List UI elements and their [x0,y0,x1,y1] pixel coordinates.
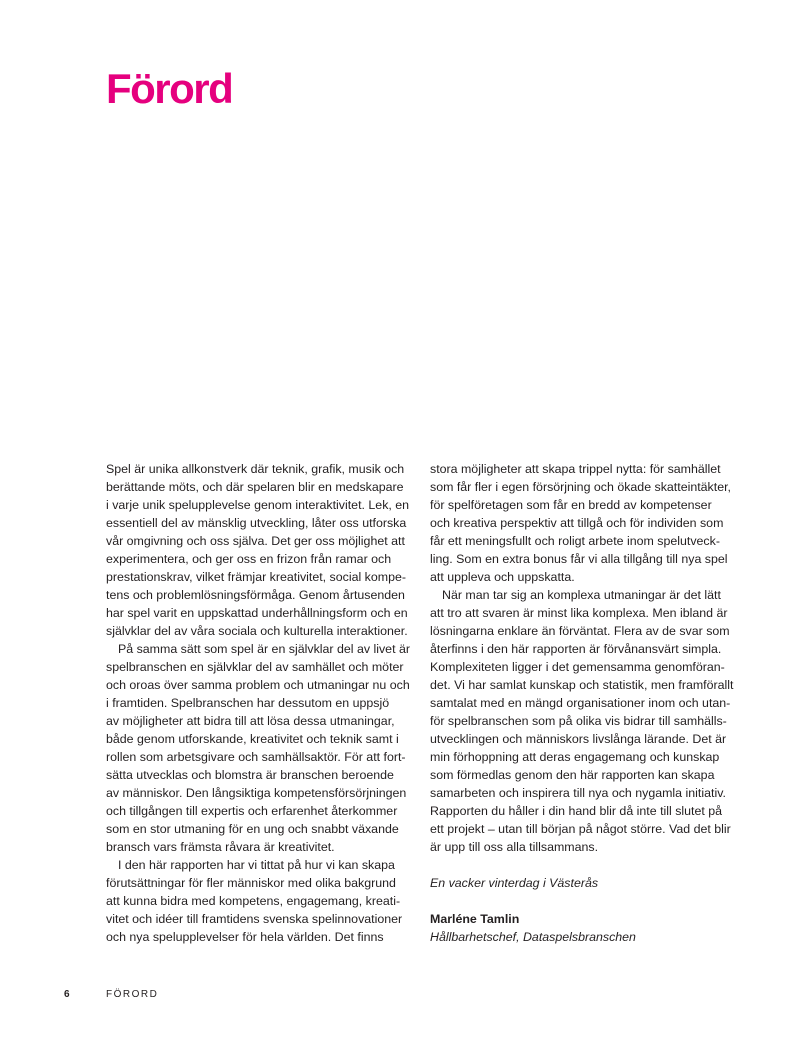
text-line: På samma sätt som spel är en självklar del av livet är [118,642,410,656]
text-line: experimentera, och ger oss en frizon från ramar och [106,552,392,566]
text-line: min förhoppning att deras engagemang och kunskap [430,750,720,764]
text-line: får ett meningsfullt och roligt arbete inom spelutveck- [430,534,720,548]
text-line: är upp till oss alla tillsammans. [430,840,599,854]
text-line: återfinns i den här rapporten är förvånansvärt simpla. [430,642,722,656]
text-line: att kunna bidra med kompetens, engagemang, kreati- [106,894,401,908]
text-line: sätta utvecklas och blomstra är branschen beroende [106,768,394,782]
text-line: som får fler i egen försörjning och ökade skatteintäkter, [430,480,731,494]
text-line: som en stor utmaning för en ung och snabbt växande [106,822,399,836]
text-line: det. Vi har samlat kunskap och statistik, men framförallt [430,678,734,692]
text-line: för spelföretagen som får en bredd av kompetenser [430,498,712,512]
text-line: Spel är unika allkonstverk där teknik, grafik, musik och [106,462,405,476]
text-line: Komplexiteten ligger i det gemensamma genomföran- [430,660,725,674]
signoff-place-date: En vacker vinterdag i Västerås [430,876,599,890]
signoff-name: Marléne Tamlin [430,912,520,926]
text-line: som förmedlas genom den här rapporten kan skapa [430,768,715,782]
text-line: I den här rapporten har vi tittat på hur vi kan skapa [118,858,395,872]
text-line: förutsättningar för fler människor med olika bakgrund [106,876,396,890]
text-line: bransch vars främsta råvara är kreativitet. [106,840,335,854]
text-line: ett projekt – utan till början på något större. Vad det blir [430,822,731,836]
text-line: lösningarna enklare än förväntat. Flera av de svar som [430,624,730,638]
text-line: Rapporten du håller i din hand blir då inte till slutet på [430,804,723,818]
text-line: stora möjligheter att skapa trippel nytta: för samhället [430,462,721,476]
page-title: Förord [106,65,233,112]
text-line: och nya spelupplevelser för hela världen. Det finns [106,930,384,944]
text-line: att uppleva och uppskatta. [430,570,575,584]
text-line: samarbeten och inspirera till nya och nygamla initiativ. [430,786,726,800]
body-column-left [106,460,410,946]
text-line: spelbranschen en självklar del av samhället och möter [106,660,404,674]
text-line: har spel varit en uppskattad underhållningsform och en [106,606,408,620]
text-line: vitet och idéer till framtidens svenska spelinnovationer [106,912,403,926]
text-line: för spelbranschen som på olika vis bidrar till samhälls- [430,714,727,728]
text-line: prestationskrav, vilket främjar kreativitet, social kompe- [106,570,406,584]
body-column-right [430,460,744,946]
text-line: vår omgivning och oss själva. Det ger oss möjlighet att [106,534,405,548]
text-line: tens och problemlösningsförmåga. Genom årtusenden [106,588,405,602]
text-line: utvecklingen och människors livslånga lärande. Det är [430,732,727,746]
page-footer [0,989,800,1005]
text-line: ling. Som en extra bonus får vi alla tillgång till nya spel [430,552,728,566]
text-line: både genom utforskande, kreativitet och teknik samt i [106,732,399,746]
text-line: När man tar sig an komplexa utmaningar är det lätt [442,588,721,602]
text-line: och tillgången till expertis och erfarenhet återkommer [106,804,398,818]
text-line: berättande möts, och där spelaren blir en medskapare [106,480,404,494]
text-line: av människor. Den långsiktiga kompetensförsörjningen [106,786,407,800]
text-line: och kreativa perspektiv att tillgå och för individen som [430,516,724,530]
text-line: att tro att svaren är minst lika komplexa. Men ibland är [430,606,728,620]
text-line: samtalat med en mängd organisationer inom och utan- [430,696,731,710]
right-column-paragraphs [430,460,744,856]
page-number: 6 [64,989,70,1000]
text-line: i varje unik spelupplevelse genom interaktivitet. Lek, en [106,498,410,512]
text-line: självklar del av våra sociala och kulturella interaktioner. [106,624,408,638]
text-line: essentiell del av mänsklig utveckling, låter oss utforska [106,516,407,530]
signoff-role: Hållbarhetschef, Dataspelsbranschen [430,930,636,944]
text-line: av möjligheter att bidra till att lösa dessa utmaningar, [106,714,395,728]
text-line: i framtiden. Spelbranschen har dessutom en uppsjö [106,696,390,710]
text-line: och oroas över samma problem och utmaningar nu och [106,678,410,692]
text-line: rollen som arbetsgivare och samhällsaktör. För att fort- [106,750,406,764]
running-head: FÖRORD [106,989,159,1000]
